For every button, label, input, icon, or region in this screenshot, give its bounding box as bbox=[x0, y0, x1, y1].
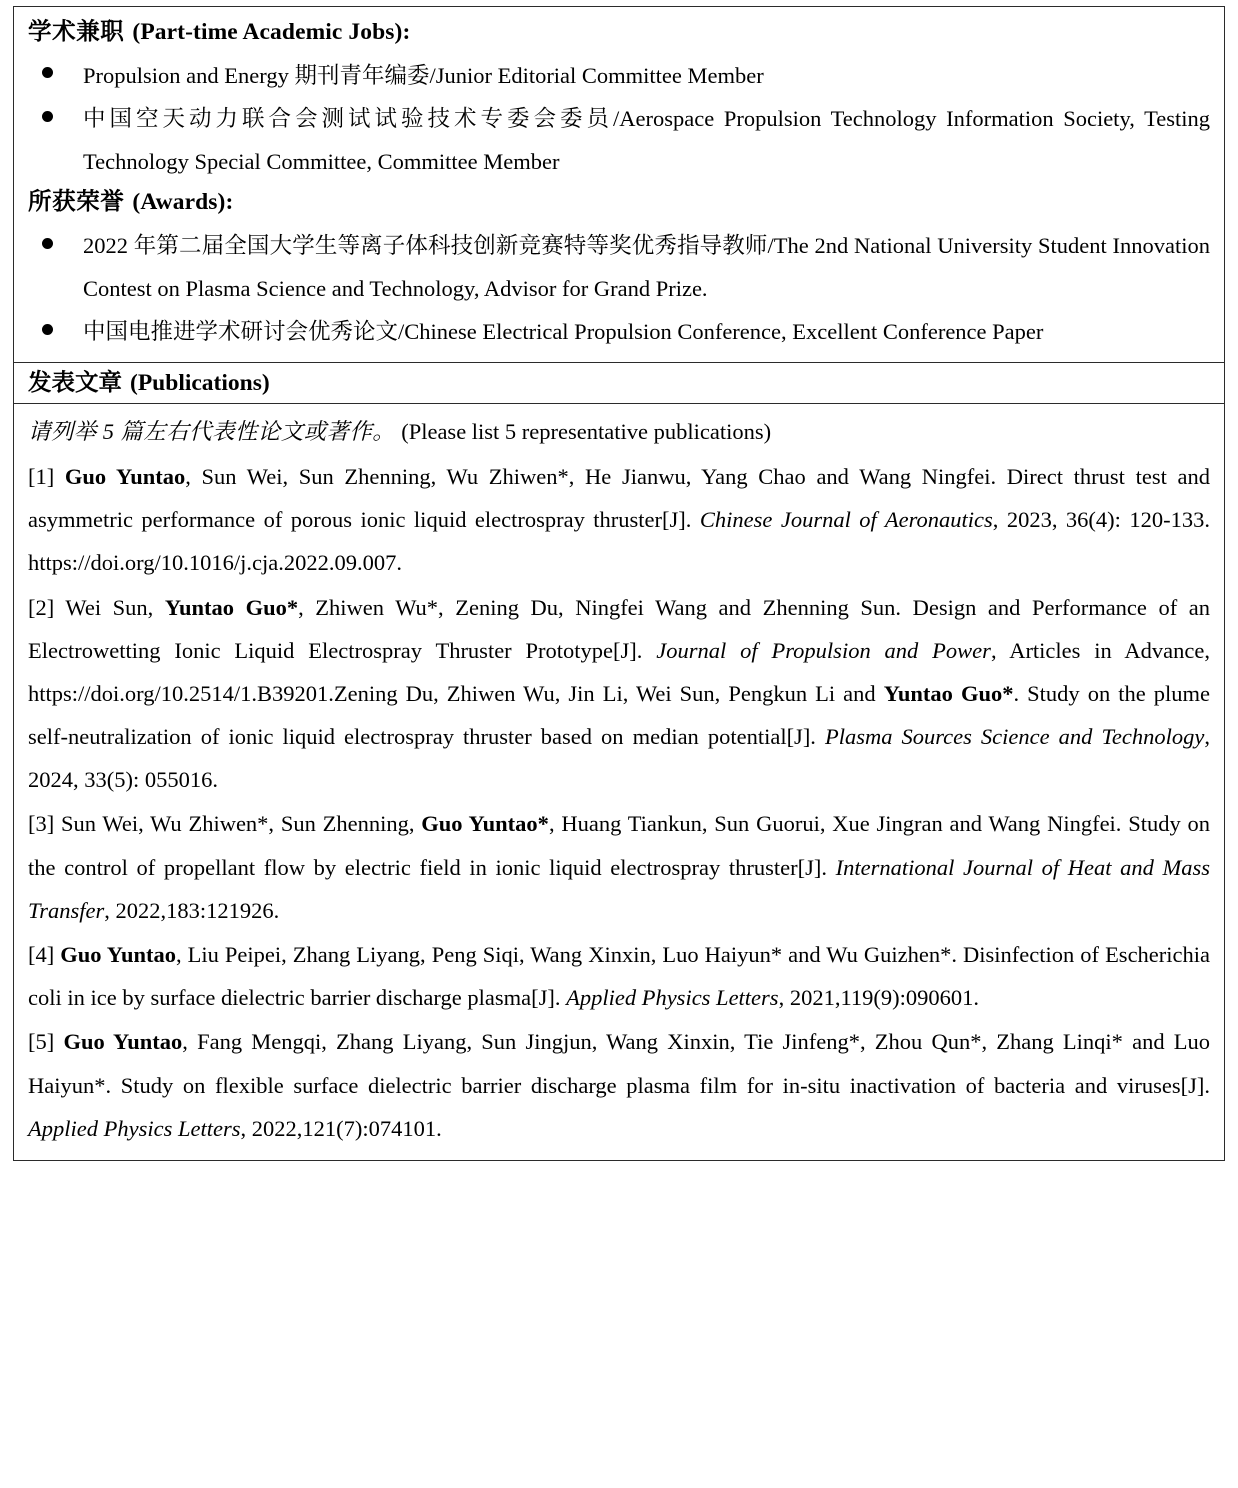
entry-journal: International Journal of Heat and Mass Transfer bbox=[28, 854, 1210, 923]
entry-marker: [1] bbox=[28, 463, 55, 489]
entry-authors-prefix: Wei Sun, bbox=[65, 594, 165, 620]
entry-author-highlight: Guo Yuntao bbox=[64, 463, 186, 489]
list-item bbox=[28, 54, 1210, 97]
section-heading-awards bbox=[28, 187, 1210, 218]
entry-authors: , Zhiwen Wu*, Zening Du, Ningfei Wang and Zhenning Sun. bbox=[298, 594, 913, 620]
list-item-label: 中国空天动力联合会测试试验技术专委会委员/Aerospace Propulsion Technology Information Society, Testing Technology Special Committee, Committee Member bbox=[83, 105, 1210, 174]
cv-table bbox=[13, 6, 1225, 1161]
publications-heading-cell bbox=[14, 363, 1225, 404]
bullet-icon bbox=[42, 324, 53, 335]
section-heading-awards-cn: 所获荣誉 bbox=[28, 189, 125, 216]
publication-entry-3 bbox=[28, 802, 1210, 932]
entry-marker: [2] bbox=[28, 594, 55, 620]
entry-authors: , Huang Tiankun, Sun Guorui, Xue Jingran and Wang Ningfei. bbox=[548, 811, 1129, 837]
entry-citation: , 2023, 36(4): 120-133. https://doi.org/10.1016/j.cja.2022.09.007. bbox=[28, 507, 1210, 576]
publications-instruction bbox=[28, 410, 1210, 453]
list-item-label: 中国电推进学术研讨会优秀论文/Chinese Electrical Propulsion Conference, Excellent Conference Paper bbox=[83, 319, 1044, 345]
entry-authors: , Liu Peipei, Zhang Liyang, Peng Siqi, Wang Xinxin, Luo Haiyun* and Wu Guizhen*. bbox=[175, 942, 964, 968]
list-item-label: 2022 年第二届全国大学生等离子体科技创新竞赛特等奖优秀指导教师/The 2nd National University Student Innovation Contest on Plasma Science and Technology, Advisor for Grand Prize. bbox=[83, 232, 1210, 301]
table-row bbox=[14, 363, 1225, 404]
jobs-list bbox=[28, 54, 1210, 184]
entry-author-highlight: Guo Yuntao* bbox=[421, 811, 549, 837]
list-item bbox=[28, 97, 1210, 183]
entry-author-highlight: Yuntao Guo* bbox=[164, 594, 299, 620]
entry-journal: Applied Physics Letters bbox=[566, 985, 779, 1011]
list-item-label: Propulsion and Energy 期刊青年编委/Junior Editorial Committee Member bbox=[83, 62, 764, 88]
entry-journal-2: Plasma Sources Science and Technology bbox=[824, 724, 1205, 750]
entry-title: Design and Performance of an Electrowetting Ionic Liquid Electrospray Thruster Prototype[J]. bbox=[28, 594, 1210, 663]
entry-title: Study on the control of propellant flow by electric field in ionic liquid electrospray thruster[J]. bbox=[28, 811, 1211, 880]
entry-author-highlight: Guo Yuntao bbox=[63, 1029, 183, 1055]
publication-entry-4 bbox=[28, 933, 1210, 1019]
bullet-icon bbox=[42, 111, 53, 122]
entry-authors-prefix: Sun Wei, Wu Zhiwen*, Sun Zhenning, bbox=[61, 811, 422, 837]
publications-body-cell bbox=[14, 403, 1225, 1160]
section-part-time-academic-jobs bbox=[14, 7, 1224, 362]
entry-marker: [4] bbox=[28, 942, 55, 968]
publications-instruction-en: (Please list 5 representative publications) bbox=[401, 418, 772, 444]
entry-citation: , 2022,121(7):074101. bbox=[240, 1115, 442, 1141]
entry-journal: Journal of Propulsion and Power bbox=[656, 637, 991, 663]
entry-authors: , Sun Wei, Sun Zhenning, Wu Zhiwen*, He Jianwu, Yang Chao and Wang Ningfei. bbox=[185, 463, 1007, 489]
publications-instruction-cn: 请列举 5 篇左右代表性论文或著作。 bbox=[28, 418, 396, 444]
entry-marker: [5] bbox=[28, 1029, 55, 1055]
section-heading-jobs-cn: 学术兼职 bbox=[28, 19, 125, 45]
entry-citation: , 2021,119(9):090601. bbox=[778, 985, 979, 1011]
publications-heading-cn: 发表文章 bbox=[28, 370, 122, 397]
entry-title: Study on flexible surface dielectric barrier discharge plasma film for in-situ inactivation of bacteria and viruses[J]. bbox=[120, 1072, 1210, 1098]
jobs-awards-cell bbox=[14, 7, 1225, 363]
publication-entry-1 bbox=[28, 455, 1210, 585]
publication-entry-5 bbox=[28, 1020, 1210, 1150]
awards-list bbox=[28, 224, 1210, 354]
entry-title: Direct thrust test and asymmetric performance of porous ionic liquid electrospray thruster[J]. bbox=[28, 463, 1210, 533]
entry-author-highlight: Guo Yuntao bbox=[60, 942, 176, 968]
entry-authors: , Fang Mengqi, Zhang Liyang, Sun Jingjun, Wang Xinxin, Tie Jinfeng*, Zhou Qun*, Zhang Linqi* and Luo Haiyun*. bbox=[28, 1029, 1211, 1098]
section-heading-publications bbox=[14, 363, 1224, 403]
publication-entry-2 bbox=[28, 586, 1210, 802]
list-item bbox=[28, 310, 1210, 353]
publications-list bbox=[14, 404, 1224, 1160]
table-row bbox=[14, 403, 1225, 1160]
section-heading-jobs bbox=[28, 17, 1210, 48]
list-item bbox=[28, 224, 1210, 310]
entry-citation: , 2022,183:121926. bbox=[104, 897, 280, 923]
entry-title-2: . Study on the plume self-neutralization of ionic liquid electrospray thruster based on median potential[J]. bbox=[28, 680, 1211, 750]
bullet-icon bbox=[42, 238, 53, 249]
section-heading-jobs-en: (Part-time Academic Jobs): bbox=[132, 19, 411, 45]
section-heading-awards-en: (Awards): bbox=[132, 189, 234, 216]
entry-marker: [3] bbox=[28, 811, 55, 837]
entry-title: Disinfection of Escherichia coli in ice by surface dielectric barrier discharge plasma[J]. bbox=[28, 942, 1211, 1011]
entry-journal: Chinese Journal of Aeronautics bbox=[699, 507, 993, 533]
entry-journal: Applied Physics Letters bbox=[28, 1115, 241, 1141]
entry-citation: , Articles in Advance, https://doi.org/10.2514/1.B39201.Zening Du, Zhiwen Wu, Jin Li, Wei Sun, Pengkun Li and bbox=[28, 637, 1210, 706]
table-row bbox=[14, 7, 1225, 363]
entry-author-highlight-2: Yuntao Guo* bbox=[883, 680, 1014, 706]
bullet-icon bbox=[42, 67, 53, 78]
publications-heading-en: (Publications) bbox=[130, 370, 270, 397]
entry-citation-2: , 2024, 33(5): 055016. bbox=[28, 724, 1210, 793]
